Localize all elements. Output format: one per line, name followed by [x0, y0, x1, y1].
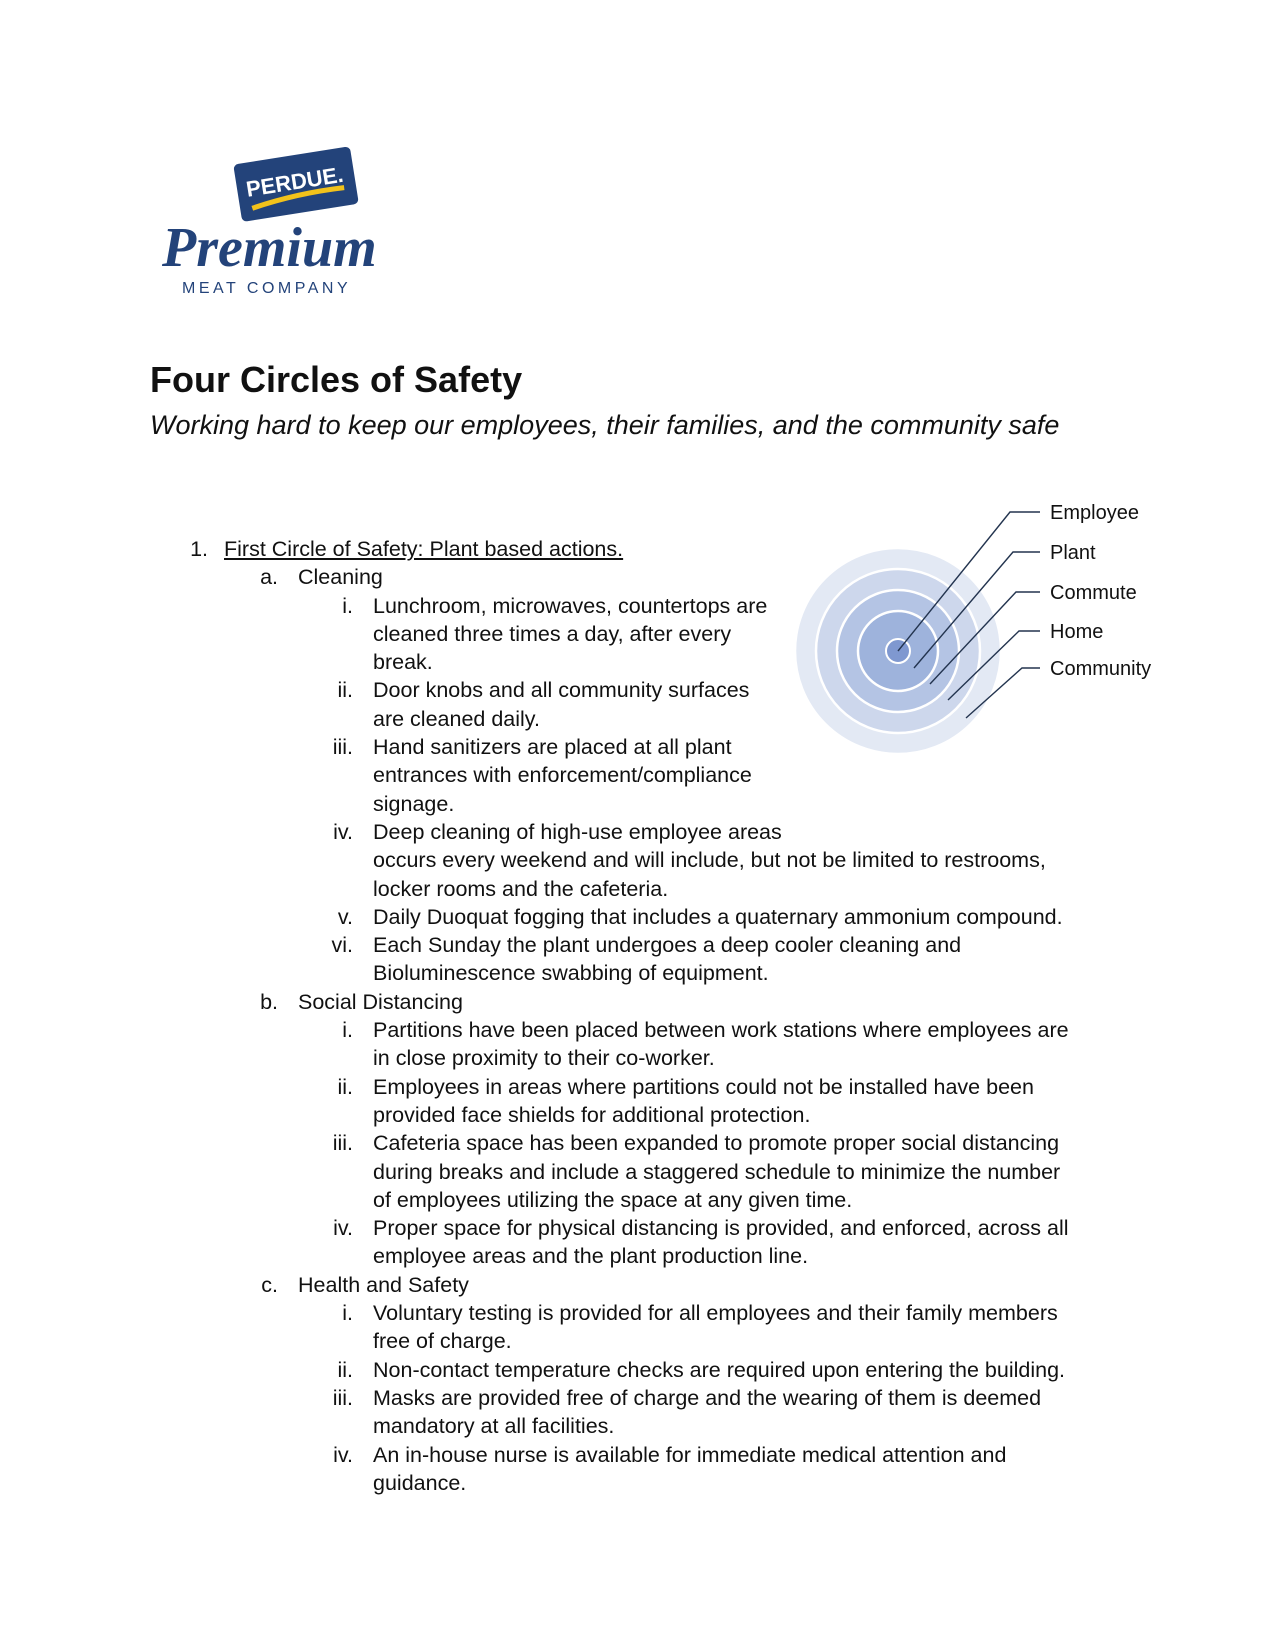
- outline-line: [0, 1044, 1275, 1072]
- subsection-heading: Cleaning: [298, 565, 383, 590]
- list-marker: a.: [260, 565, 278, 590]
- list-item-text: during breaks and include a staggered schedule to minimize the number: [373, 1159, 1061, 1184]
- list-marker: iii.: [332, 1131, 353, 1156]
- list-item-text: Partitions have been placed between work stations where employees are: [373, 1018, 1069, 1043]
- list-item-text: guidance.: [373, 1470, 467, 1495]
- list-item-text: Cafeteria space has been expanded to promote proper social distancing: [373, 1131, 1060, 1156]
- outline-line: [0, 563, 1275, 591]
- outline-line: [0, 903, 1275, 931]
- safety-outline: [0, 535, 1275, 1497]
- list-item-text: are cleaned daily.: [373, 706, 540, 731]
- circle-label: Employee: [1050, 502, 1139, 524]
- list-item-text: Employees in areas where partitions could not be installed have been: [373, 1074, 1034, 1099]
- list-marker: ii.: [337, 1074, 353, 1099]
- outline-line: [0, 959, 1275, 987]
- list-item-text: in close proximity to their co-worker.: [373, 1046, 715, 1071]
- list-item-text: provided face shields for additional protection.: [373, 1102, 811, 1127]
- list-item-text: Bioluminescence swabbing of equipment.: [373, 961, 769, 986]
- outline-line: [0, 790, 1275, 818]
- subsection-heading: Social Distancing: [298, 989, 463, 1014]
- outline-line: [0, 1214, 1275, 1242]
- list-item-text: Deep cleaning of high-use employee areas: [373, 819, 782, 844]
- outline-line: [0, 592, 1275, 620]
- circle-label: Commute: [1050, 582, 1137, 604]
- logo-wordmark: Premium: [162, 217, 377, 279]
- list-marker: c.: [261, 1272, 278, 1297]
- outline-line: [0, 1186, 1275, 1214]
- logo-tagline: MEAT COMPANY: [182, 280, 352, 297]
- list-item-text: free of charge.: [373, 1329, 512, 1354]
- outline-line: [0, 1016, 1275, 1044]
- list-item-text: Door knobs and all community surfaces: [373, 678, 750, 703]
- list-item-text: signage.: [373, 791, 455, 816]
- circle-label: Community: [1050, 658, 1152, 680]
- logo-badge-text: PERDUE.: [244, 161, 345, 202]
- outline-line: [0, 931, 1275, 959]
- list-item-text: Each Sunday the plant undergoes a deep cooler cleaning and: [373, 933, 962, 958]
- list-marker: iii.: [332, 735, 353, 760]
- outline-line: [0, 1158, 1275, 1186]
- list-item-text: An in-house nurse is available for immediate medical attention and: [373, 1442, 1007, 1467]
- outline-line: [0, 733, 1275, 761]
- outline-line: [0, 1299, 1275, 1327]
- outline-line: [0, 1242, 1275, 1270]
- list-marker: ii.: [337, 1357, 353, 1382]
- list-marker: v.: [337, 904, 353, 929]
- outline-line: [0, 705, 1275, 733]
- outline-line: [0, 1327, 1275, 1355]
- list-item-text: Hand sanitizers are placed at all plant: [373, 735, 732, 760]
- circle-label: Plant: [1050, 542, 1096, 564]
- outline-line: [0, 846, 1275, 874]
- list-item-text: cleaned three times a day, after every: [373, 621, 732, 646]
- outline-line: [0, 1271, 1275, 1299]
- list-item-text: occurs every weekend and will include, but not be limited to restrooms,: [373, 848, 1046, 873]
- list-item-text: Lunchroom, microwaves, countertops are: [373, 593, 768, 618]
- outline-line: [0, 1101, 1275, 1129]
- list-item-text: Non-contact temperature checks are required upon entering the building.: [373, 1357, 1065, 1382]
- list-marker: 1.: [190, 537, 208, 561]
- company-logo: [160, 138, 420, 308]
- outline-line: [0, 1441, 1275, 1469]
- outline-line: [0, 875, 1275, 903]
- list-marker: i.: [342, 593, 353, 618]
- list-marker: vi.: [331, 933, 353, 958]
- list-item-text: mandatory at all facilities.: [373, 1414, 615, 1439]
- list-marker: i.: [342, 1301, 353, 1326]
- outline-line: [0, 818, 1275, 846]
- outline-line: [0, 1384, 1275, 1412]
- outline-line: [0, 761, 1275, 789]
- list-item-text: break.: [373, 650, 433, 675]
- logo-badge: [233, 146, 359, 222]
- list-item-text: of employees utilizing the space at any given time.: [373, 1187, 853, 1212]
- list-marker: b.: [260, 989, 278, 1014]
- outline-line: [0, 535, 1275, 563]
- logo-graphic: [160, 138, 420, 308]
- subsection-heading: Health and Safety: [298, 1272, 469, 1297]
- list-marker: iv.: [333, 1442, 353, 1467]
- list-item-text: locker rooms and the cafeteria.: [373, 876, 669, 901]
- list-item-text: Daily Duoquat fogging that includes a quaternary ammonium compound.: [373, 904, 1063, 929]
- list-item-text: employee areas and the plant production line.: [373, 1244, 809, 1269]
- list-marker: iv.: [333, 819, 353, 844]
- list-item-text: entrances with enforcement/compliance: [373, 763, 752, 788]
- outline-line: [0, 1469, 1275, 1497]
- section-heading: First Circle of Safety: Plant based actions.: [224, 537, 624, 561]
- outline-line: [0, 988, 1275, 1016]
- list-marker: ii.: [337, 678, 353, 703]
- outline-line: [0, 1356, 1275, 1384]
- document-title: Four Circles of Safety: [150, 359, 523, 400]
- list-marker: iv.: [333, 1216, 353, 1241]
- list-item-text: Proper space for physical distancing is provided, and enforced, across all: [373, 1216, 1069, 1241]
- outline-line: [0, 1073, 1275, 1101]
- list-item-text: Voluntary testing is provided for all employees and their family members: [373, 1301, 1058, 1326]
- outline-line: [0, 1412, 1275, 1440]
- list-marker: iii.: [332, 1385, 353, 1410]
- outline-line: [0, 1129, 1275, 1157]
- outline-line: [0, 648, 1275, 676]
- outline-line: [0, 620, 1275, 648]
- document-subtitle: Working hard to keep our employees, their families, and the community safe: [150, 410, 1060, 440]
- list-marker: i.: [342, 1018, 353, 1043]
- circle-label: Home: [1050, 621, 1104, 643]
- list-item-text: Masks are provided free of charge and the wearing of them is deemed: [373, 1385, 1042, 1410]
- outline-line: [0, 676, 1275, 704]
